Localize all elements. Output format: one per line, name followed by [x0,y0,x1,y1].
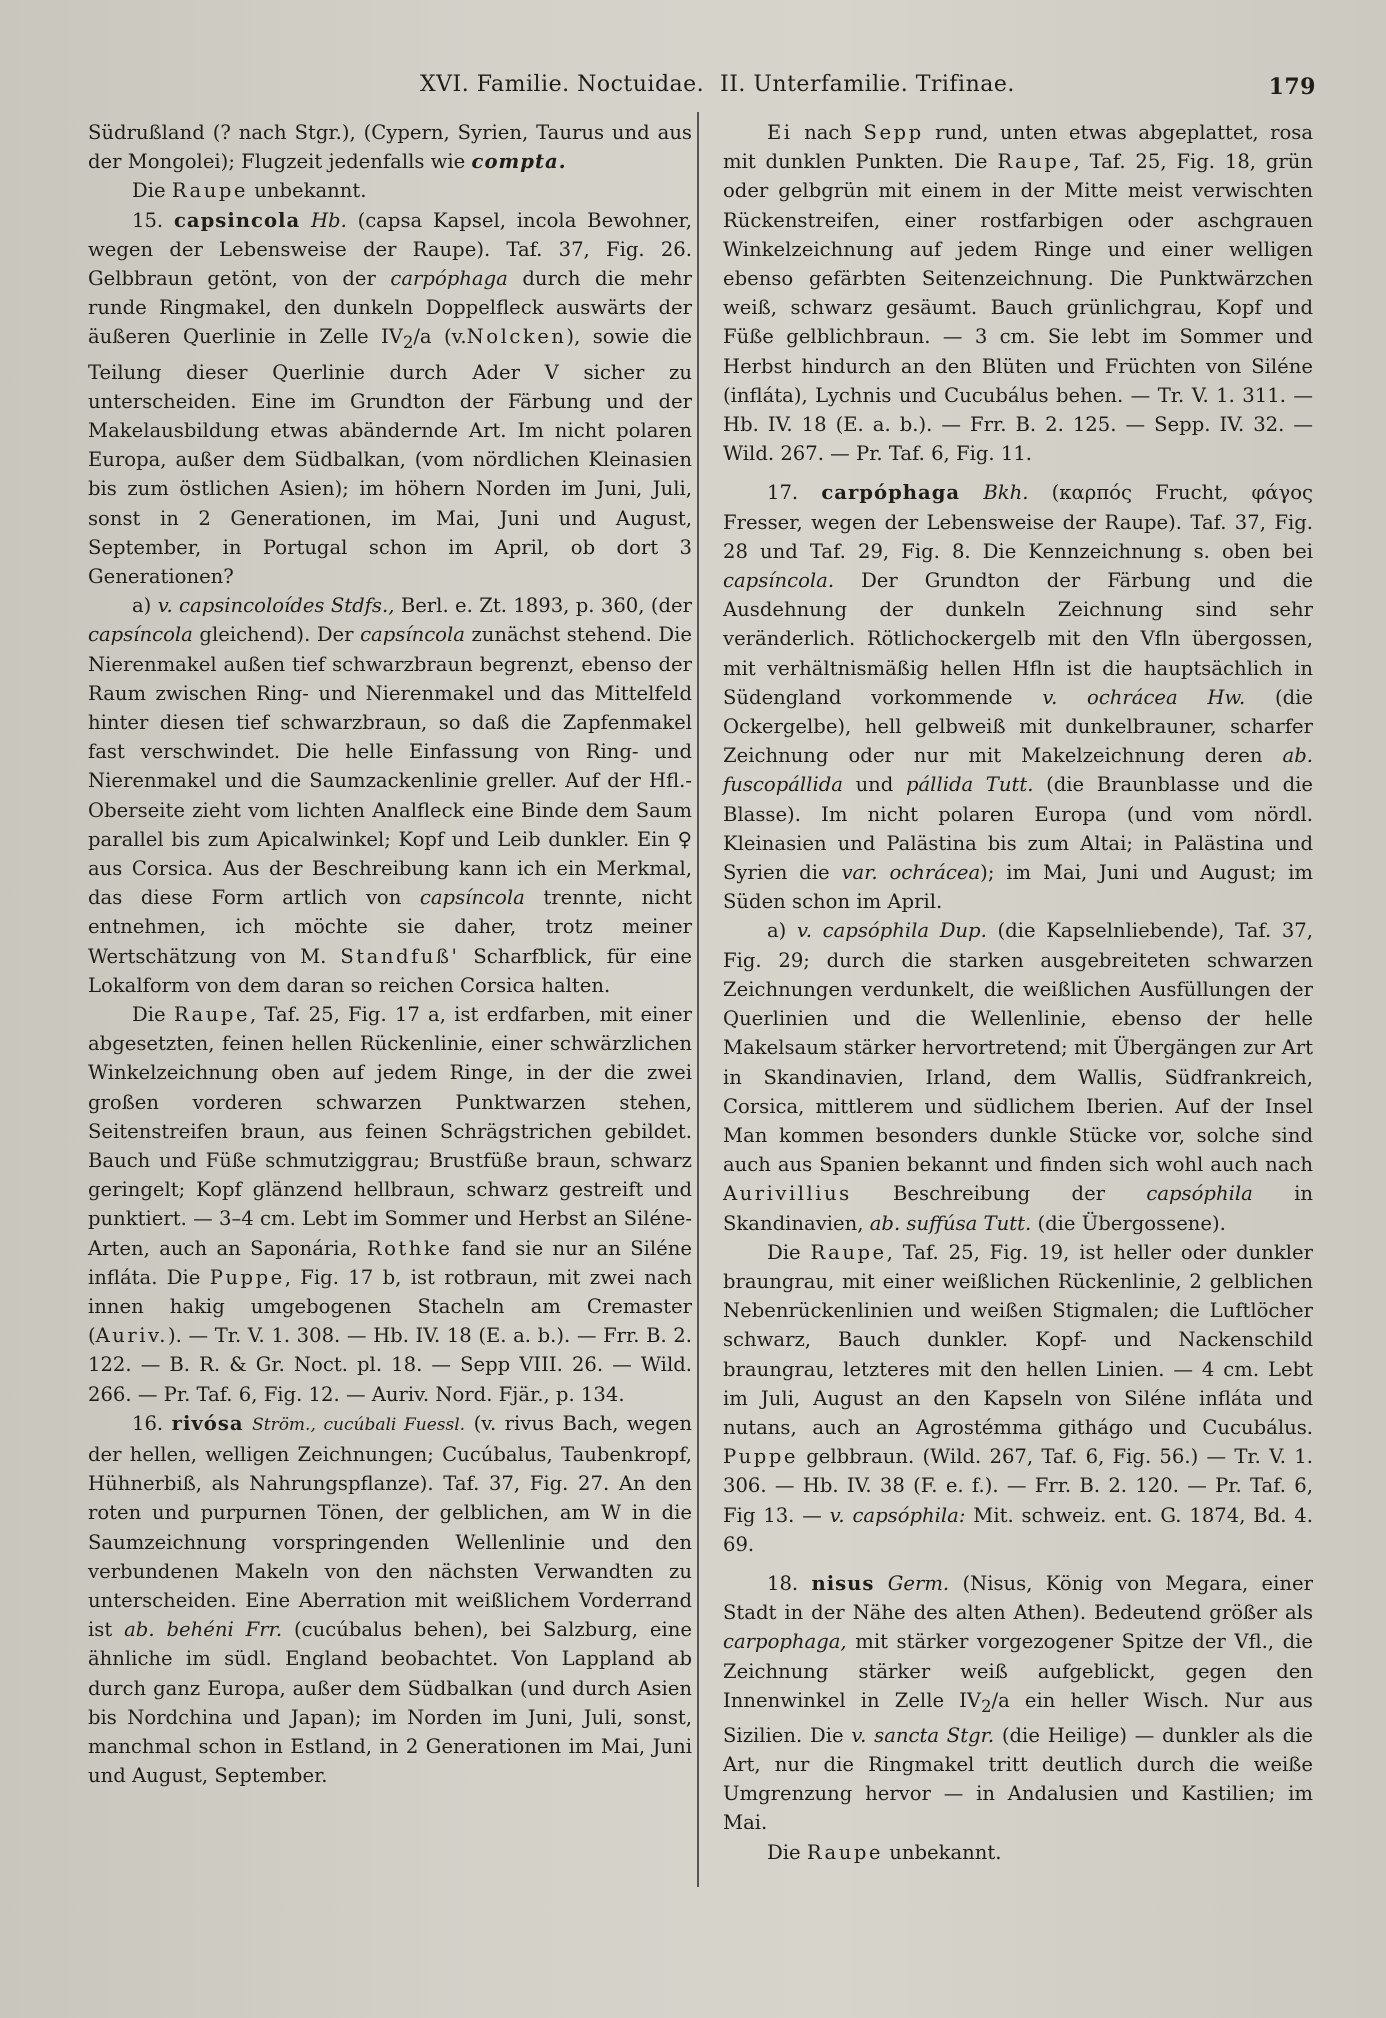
column-divider [697,112,699,1887]
species-name: nisus [811,1571,875,1595]
paragraph-continuation: Südrußland (? nach Stgr.), (Cypern, Syrien, Taurus und aus der Mongolei); Flugzeit jedenfalls wie compta. [88,121,692,174]
paragraph-raupe-unknown-nisus: Die Raupe unbekannt. [767,1840,1002,1864]
species-name: carpóphaga [821,481,961,505]
variety-entry-capsophila: a) v. capsóphila Dup. (die Kapselnliebende), Taf. 37, Fig. 29; durch die starken ausgebreiteten schwarzen Zeichnungen verdunkelt, die weißlichen Ausfüllungen der Querlinien und die Wellenlinie, ebenso der helle Makelsaum stärker hervortretend; mit Übergängen zur Art in Skandinavien, Irland, dem Wallis, Südfrankreich, Corsica, mittlerem und südlichem Iberien. Auf der Insel Man kommen besonders dunkle Stücke vor, solche sind auch aus Spanien bekannt und finden sich wohl auch nach Aurivillius Beschreibung der capsóphila in Skandinavien, ab. suffúsa Tutt. (die Übergossene). [723,919,1313,1235]
larva-description-capsincola: Die Raupe, Taf. 25, Fig. 17 a, ist erdfarben, mit einer abgesetzten, feinen hellen Rückenlinie, einer schwärzlichen Winkelzeichnung oben auf jedem Ringe, in der die zwei großen vorderen schwarzen Punktwarzen stehen, Seitenstreifen braun, aus feinen Schrägstrichen gebildet. Bauch und Füße schmutziggrau; Brustfüße braun, schwarz geringelt; Kopf glänzend hellbraun, schwarz gestreift und punktiert. — 3–4 cm. Lebt im Sommer und Herbst an Siléne-Arten, auch an Saponária, Rothke fand sie nur an Siléne infláta. Die Puppe, Fig. 17 b, ist rotbraun, mit zwei nach innen hakig umgebogenen Stacheln am Cremaster (Auriv.). — Tr. V. 1. 308. — Hb. IV. 18 (E. a. b.). — Frr. B. 2. 122. — B. R. & Gr. Noct. pl. 18. — Sepp VIII. 26. — Wild. 266. — Pr. Taf. 6, Fig. 12. — Auriv. Nord. Fjär., p. 134. [88,1003,693,1406]
species-entry-carpophaga: 17. carpóphaga Bkh. (καρπός Frucht, φάγος Fresser, wegen der Lebensweise der Raupe). Taf. 37, Fig. 28 und Taf. 29, Fig. 8. Die Kennzeichnung s. oben bei capsíncola. Der Grundton der Färbung und die Ausdehnung der dunkeln Zeichnung sind sehr veränderlich. Rötlichockergelb mit den Vfln übergossen, mit verhältnismäßig hellen Hfln ist die hauptsächlich in Südengland vorkommende v. ochrácea Hw. (die Ockergelbe), hell gelbweiß mit dunkelbrauner, scharfer Zeichnung oder nur mit Makelzeichnung deren ab. fuscopállida und pállida Tutt. (die Braunblasse und die Blasse). Im nicht polaren Europa (und vom nördl. Kleinasien und Palästina bis zum Altai; in Palästina und Syrien die var. ochrácea); im Mai, Juni und August; im Süden schon im April. [723,481,1313,914]
page-number: 179 [1268,74,1316,100]
left-column [88,118,692,1790]
paragraph-raupe-unknown: Die Raupe unbekannt. [132,179,367,203]
header-subfamily: II. Unterfamilie. Trifinae. [720,72,1015,97]
species-entry-nisus: 18. nisus Germ. (Nisus, König von Megara, einer Stadt in der Nähe des alten Athen). Bedeutend größer als carpophaga, mit stärker vorgezogener Spitze der Vfl., die Zeichnung stärker weiß aufgeblickt, gegen den Innenwinkel in Zelle $IV_2/a$ ein heller Wisch. Nur aus Sizilien. Die v. sancta Stgr. (die Heilige) — dunkler als die Art, nur die Ringmakel tritt deutlich durch die weiße Umgrenzung hervor — in Andalusien und Kastilien; im Mai. [723,1571,1313,1835]
larva-description-carpophaga: Die Raupe, Taf. 25, Fig. 19, ist heller oder dunkler braungrau, mit einer weißlichen Rückenlinie, 2 gelblichen Nebenrückenlinien und weißen Stigmalen; die Luftlöcher schwarz, Bauch dunkler. Kopf- und Nackenschild braungrau, letzteres mit den hellen Linien. — 4 cm. Lebt im Juli, August an den Kapseln von Siléne infláta und nutans, auch an Agrostémma githágo und Cucubálus. Puppe gelbbraun. (Wild. 267, Taf. 6, Fig. 56.) — Tr. V. 1. 306. — Hb. IV. 38 (F. e. f.). — Frr. B. 2. 120. — Pr. Taf. 6, Fig 13. — v. capsóphila: Mit. schweiz. ent. G. 1874, Bd. 4. 69. [723,1240,1313,1556]
running-header [420,72,1316,112]
egg-larva-description-rivosa: Ei nach Sepp rund, unten etwas abgeplattet, rosa mit dunklen Punkten. Die Raupe, Taf. 25, Fig. 18, grün oder gelbgrün mit einem in der Mitte meist verwischten Rückenstreifen, einer rostfarbigen oder aschgrauen Winkelzeichnung auf jedem Ringe und einer welligen ebenso gefärbten Seitenzeichnung. Die Punktwärzchen weiß, schwarz gesäumt. Bauch grünlichgrau, Kopf und Füße gelblichbraun. — 3 cm. Sie lebt im Sommer und Herbst hindurch an den Blüten und Früchten von Siléne (infláta), Lychnis und Cucubálus behen. — Tr. V. 1. 311. — Hb. IV. 18 (E. a. b.). — Frr. B. 2. 125. — Sepp. IV. 32. — Wild. 267. — Pr. Taf. 6, Fig. 11. [723,121,1314,466]
right-column [723,118,1313,1867]
variety-entry-capsincoloides: a) v. capsincoloídes Stdfs., Berl. e. Zt. 1893, p. 360, (der capsíncola gleichend). Der capsíncola zunächst stehend. Die Nierenmakel außen tief schwarzbraun begrenzt, ebenso der Raum zwischen Ring- und Nierenmakel und das Mittelfeld hinter diesen tief schwarzbraun, so daß die Zapfenmakel fast verschwindet. Die helle Einfassung von Ring- und Nierenmakel und die Saumzackenlinie greller. Auf der Hfl.-Oberseite zieht vom lichten Analfleck eine Binde dem Saum parallel bis zum Apicalwinkel; Kopf und Leib dunkler. Ein ♀ aus Corsica. Aus der Beschreibung kann ich ein Merkmal, das diese Form artlich von capsíncola trennte, nicht entnehmen, ich möchte sie daher, trotz meiner Wertschätzung von M. Standfuß' Scharfblick, für eine Lokalform von dem daran so reichen Corsica halten. [88,594,693,997]
species-name: capsincola [173,208,301,232]
header-family: XVI. Familie. Noctuidae. [420,72,705,97]
species-entry-capsincola: 15. capsincola Hb. (capsa Kapsel, incola Bewohner, wegen der Lebensweise der Raupe). Taf. 37, Fig. 26. Gelbbraun getönt, von der carpóphaga durch die mehr runde Ringmakel, den dunkeln Doppelfleck auswärts der äußeren Querlinie in Zelle $IV_2/a$ (v.Nolcken), sowie die Teilung dieser Querlinie durch Ader V sicher zu unterscheiden. Eine im Grundton der Färbung und der Makelausbildung etwas abändernde Art. Im nicht polaren Europa, außer dem Südbalkan, (vom nördlichen Kleinasien bis zum östlichen Asien); im höhern Norden im Juni, Juli, sonst in 2 Generationen, im Mai, Juni und August, September, in Portugal schon im April, ob dort 3 Generationen? [88,208,693,588]
species-entry-rivosa: 16. rivósa Ström., cucúbali Fuessl. (v. rivus Bach, wegen der hellen, welligen Zeichnungen; Cucúbalus, Taubenkropf, Hühnerbiß, als Nahrungspflanze). Taf. 37, Fig. 27. An den roten und purpurnen Tönen, der gelblichen, am W in die Saumzeichnung vorspringenden Wellenlinie und den verbundenen Makeln von den nächsten Verwandten zu unterscheiden. Eine Aberration mit weißlichem Vorderrand ist ab. behéni Frr. (cucúbalus behen), bei Salzburg, eine ähnliche im südl. England beobachtet. Von Lappland ab durch ganz Europa, außer dem Südbalkan (und durch Asien bis Nordchina und Japan); im Norden im Juni, Juli, sonst, manchmal schon in Estland, in 2 Generationen im Mai, Juni und August, September. [88,1411,693,1788]
species-name: rivósa [171,1411,244,1435]
